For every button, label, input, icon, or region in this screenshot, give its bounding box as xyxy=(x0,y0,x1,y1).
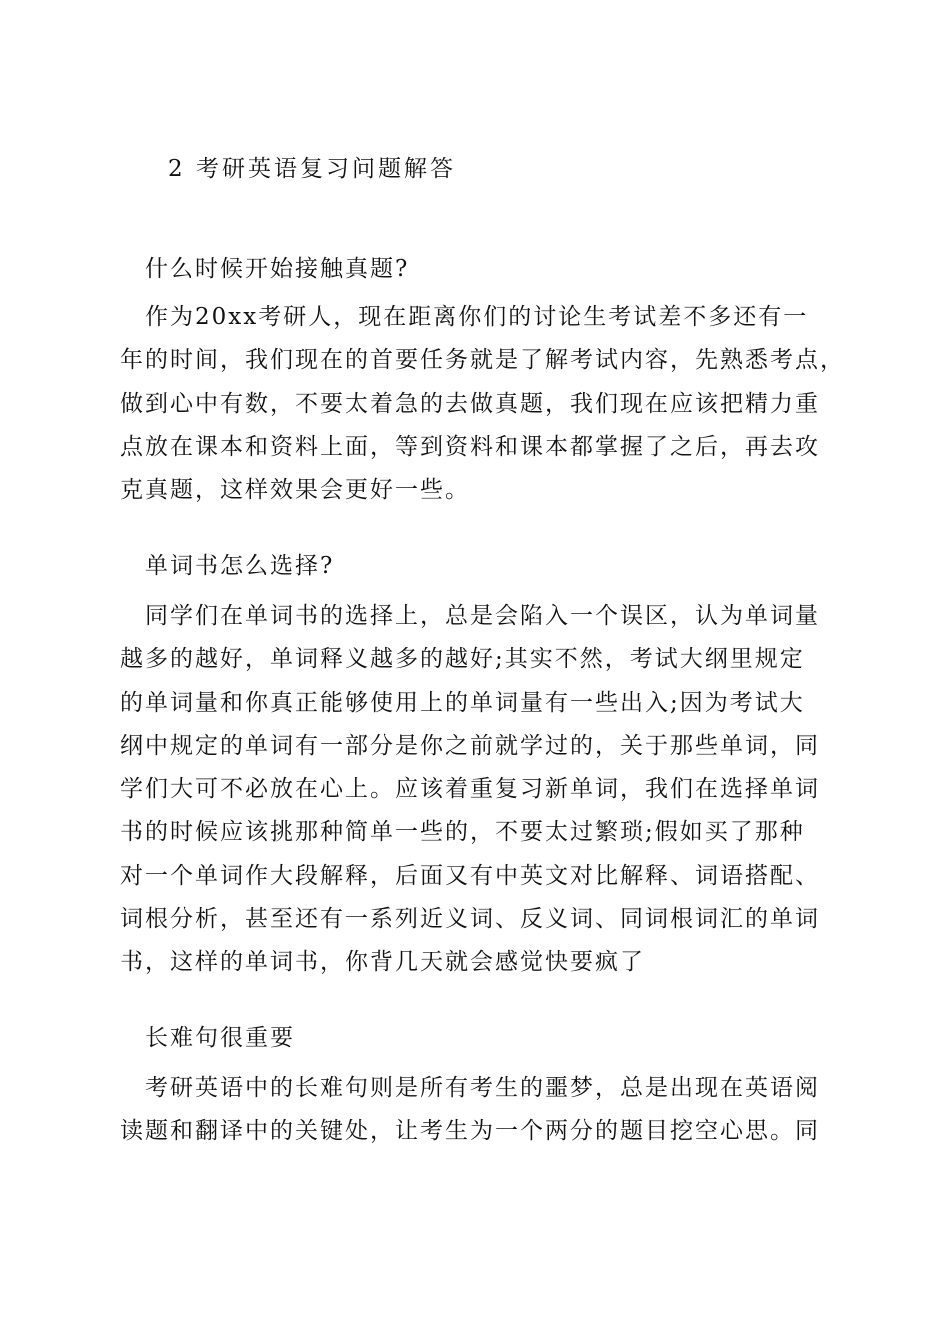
section-heading: 单词书怎么选择? xyxy=(145,553,335,579)
document-title: 2 考研英语复习问题解答 xyxy=(168,156,456,182)
paragraph-line: 同学们在单词书的选择上，总是会陷入一个误区，认为单词量 xyxy=(145,603,820,629)
paragraph-line: 作为20xx考研人，现在距离你们的讨论生考试差不多还有一 xyxy=(145,304,809,330)
paragraph-line: 越多的越好，单词释义越多的越好;其实不然，考试大纲里规定 xyxy=(120,646,805,673)
paragraph-line: 词根分析，甚至还有一系列近义词、反义词、同词根词汇的单词 xyxy=(120,906,820,933)
section-paragraph xyxy=(120,595,840,985)
section-heading: 长难句很重要 xyxy=(145,1025,295,1051)
paragraph-line: 书的时候应该挑那种简单一些的，不要太过繁琐;假如买了那种 xyxy=(120,819,805,846)
paragraph-line: 点放在课本和资料上面，等到资料和课本都掌握了之后，再去攻 xyxy=(120,433,820,460)
paragraph-line: 的单词量和你真正能够使用上的单词量有一些出入;因为考试大 xyxy=(120,689,805,716)
paragraph-line: 纲中规定的单词有一部分是你之前就学过的，关于那些单词，同 xyxy=(120,732,820,759)
paragraph-line: 书，这样的单词书，你背几天就会感觉快要疯了 xyxy=(120,949,645,976)
paragraph-line: 年的时间，我们现在的首要任务就是了解考试内容，先熟悉考点， xyxy=(120,347,845,374)
paragraph-line: 克真题，这样效果会更好一些。 xyxy=(120,477,470,504)
paragraph-line: 对一个单词作大段解释，后面又有中英文对比解释、词语搭配、 xyxy=(120,862,820,889)
paragraph-line: 考研英语中的长难句则是所有考生的噩梦，总是出现在英语阅 xyxy=(145,1075,820,1101)
section-paragraph xyxy=(120,1067,840,1154)
paragraph-line: 做到心中有数，不要太着急的去做真题，我们现在应该把精力重 xyxy=(120,390,820,417)
paragraph-line: 学们大可不必放在心上。应该着重复习新单词，我们在选择单词 xyxy=(120,776,820,803)
section-paragraph xyxy=(120,296,845,512)
paragraph-line: 读题和翻译中的关键处，让考生为一个两分的题目挖空心思。同 xyxy=(120,1118,820,1145)
section-heading: 什么时候开始接触真题? xyxy=(145,256,410,282)
